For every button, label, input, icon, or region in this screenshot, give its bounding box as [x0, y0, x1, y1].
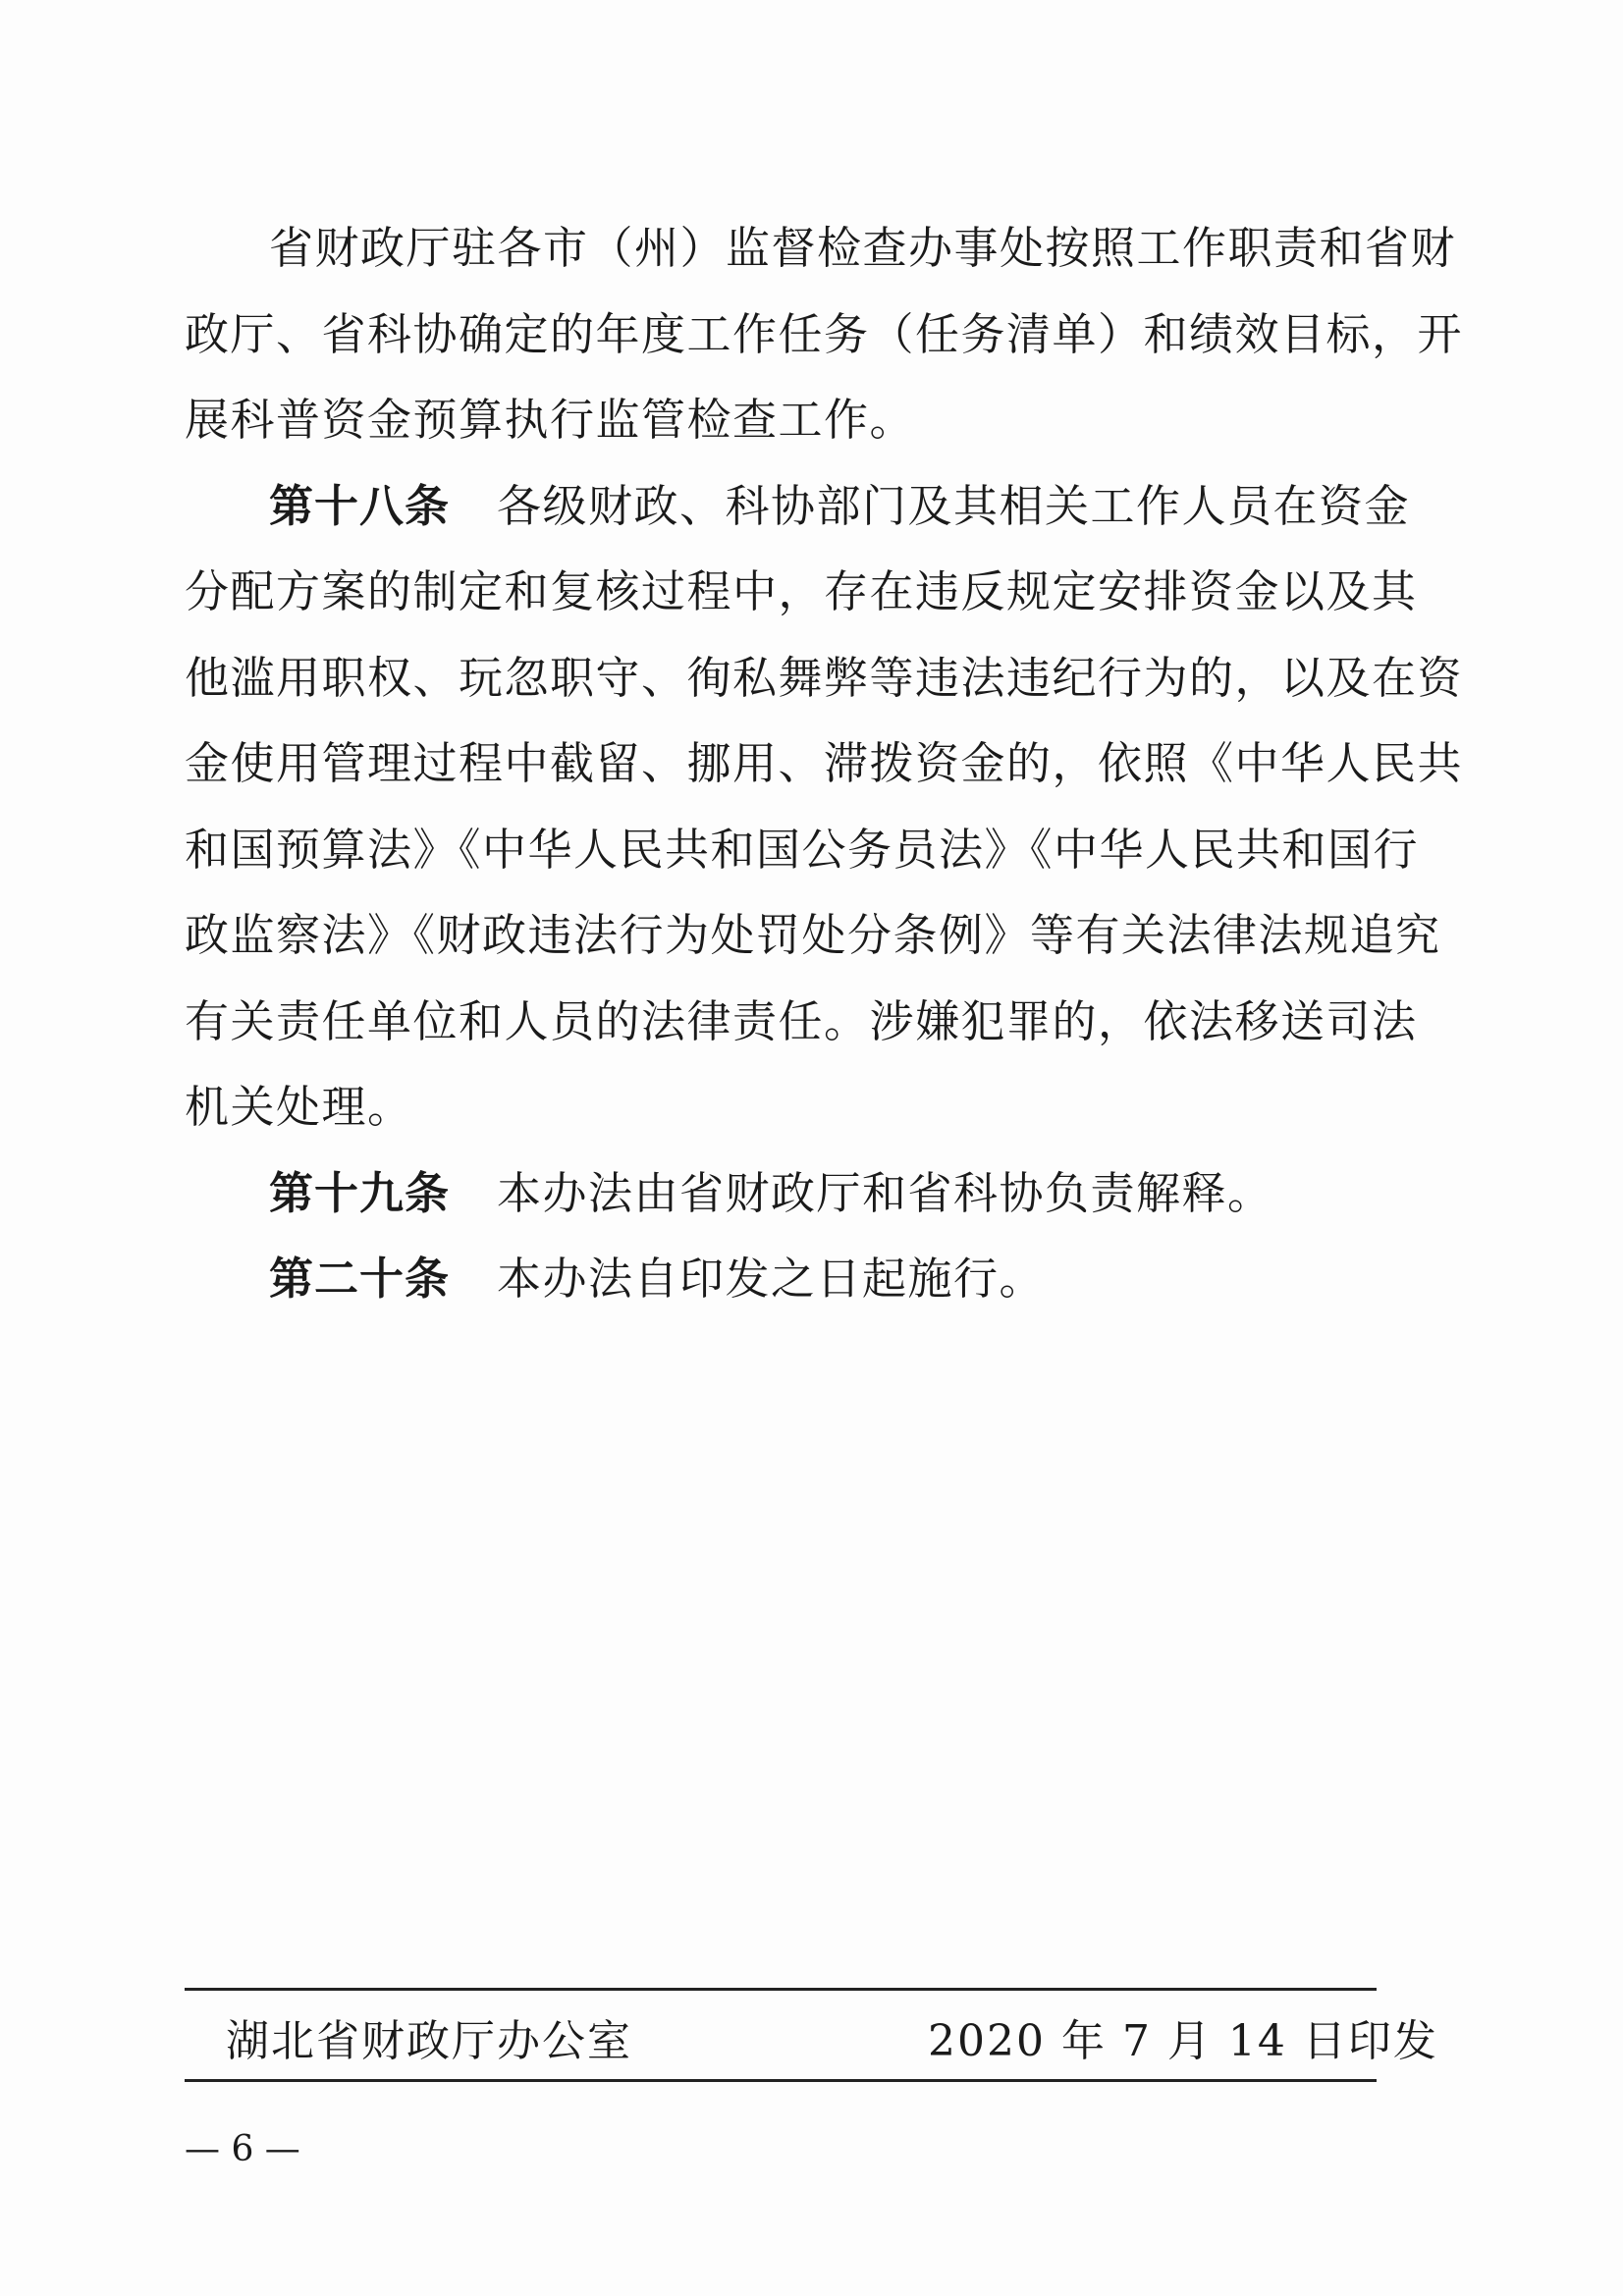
paragraph-1-line-3: 展科普资金预算执行监管检查工作。 [185, 394, 916, 446]
article-18-line-6: 政监察法》《财政违法行为处罚处分条例》等有关法律法规追究 [185, 909, 1441, 961]
article-19-title: 第十九条 [269, 1167, 451, 1219]
paragraph-1-line-1: 省财政厅驻各市（州）监督检查办事处按照工作职责和省财 [269, 222, 1457, 274]
article-20-title: 第二十条 [269, 1253, 451, 1305]
article-18-line-8: 机关处理。 [185, 1081, 413, 1133]
page-number: — 6 — [185, 2129, 300, 2169]
article-18-line-7: 有关责任单位和人员的法律责任。涉嫌犯罪的，依法移送司法 [185, 995, 1418, 1047]
footer-date: 2020 年 7 月 14 日印发 [928, 2016, 1438, 2066]
article-18-line-4: 金使用管理过程中截留、挪用、滞拨资金的，依照《中华人民共 [185, 737, 1464, 789]
article-18-first-line [269, 480, 1411, 532]
article-19 [269, 1167, 1273, 1219]
article-18-title: 第十八条 [269, 480, 451, 532]
article-18-line-5: 和国预算法》《中华人民共和国公务员法》《中华人民共和国行 [185, 824, 1420, 876]
article-18-line-1: 各级财政、科协部门及其相关工作人员在资金 [497, 480, 1411, 532]
article-18-line-2: 分配方案的制定和复核过程中，存在违反规定安排资金以及其 [185, 565, 1418, 617]
article-18-line-3: 他滥用职权、玩忽职守、徇私舞弊等违法违纪行为的，以及在资 [185, 652, 1464, 704]
footer-bottom-rule [185, 2079, 1377, 2082]
article-20-text: 本办法自印发之日起施行。 [497, 1253, 1046, 1305]
paragraph-1-line-2: 政厅、省科协确定的年度工作任务（任务清单）和绩效目标，开 [185, 308, 1464, 360]
article-20 [269, 1253, 1046, 1305]
article-19-text: 本办法由省财政厅和省科协负责解释。 [497, 1167, 1273, 1219]
footer-issuer: 湖北省财政厅办公室 [226, 2016, 632, 2066]
footer-top-rule [185, 1988, 1377, 1991]
